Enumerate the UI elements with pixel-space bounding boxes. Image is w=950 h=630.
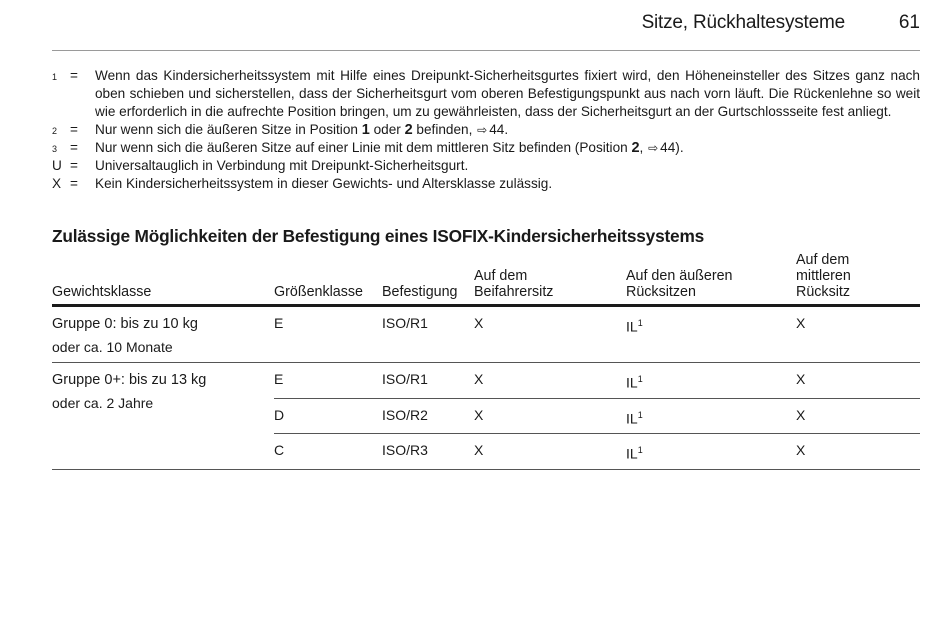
equals-sign: = xyxy=(70,158,78,173)
front-seat-cell: X xyxy=(474,398,626,434)
footnote-text: Nur wenn sich die äußeren Sitze auf einer Linie mit dem mittleren Sitz befinden (Position 2, ⇨ 44). xyxy=(95,140,684,156)
footnote-3 xyxy=(52,139,920,157)
weight-class-name: Gruppe 0: bis zu 10 kg xyxy=(52,316,198,332)
equals-sign: = xyxy=(70,122,78,137)
outer-rear-cell: $IL^1$ xyxy=(626,306,796,363)
footnote-1 xyxy=(52,67,920,121)
outer-rear-cell: $IL^1$ xyxy=(626,398,796,434)
page-number: 61 xyxy=(898,12,920,33)
column-header: Größenklasse xyxy=(274,252,382,306)
middle-rear-cell: X xyxy=(796,434,920,470)
weight-class-cell xyxy=(52,363,274,470)
weight-class-cell xyxy=(52,306,274,363)
footnote-text: Wenn das Kindersicherheitssystem mit Hilfe eines Dreipunkt-Sicherheitsgurtes fixiert wird, den Höheneinsteller des Sitzes ganz nach oben schieben und sicherstellen, dass der Sicherheitsgurt vom oberen Befestigungspunkt aus nach vorn läuft. Die Rückenlehne so weit wie erforderlich in die aufrechte Position bringen, um zu gewährleisten, dass der Sicherheitsgurt an der Gurtschlossseite fest anliegt. xyxy=(95,68,920,119)
legend-mark: U xyxy=(52,158,62,173)
legend-mark: X xyxy=(52,176,62,191)
weight-class-age: oder ca. 2 Jahre xyxy=(52,395,154,411)
footnote-ref: 1 xyxy=(637,409,643,420)
column-header: Gewichtsklasse xyxy=(52,252,274,306)
position-number: 1 xyxy=(361,122,370,138)
footnotes xyxy=(52,67,920,193)
outer-rear-cell: $IL^1$ xyxy=(626,363,796,399)
isofix-table xyxy=(52,252,920,470)
size-class-cell: C xyxy=(274,434,382,470)
fixture-cell: ISO/R3 xyxy=(382,434,474,470)
fixture-cell: ISO/R2 xyxy=(382,398,474,434)
legend-text: Kein Kindersicherheitssystem in dieser Gewichts- und Altersklasse zulässig. xyxy=(95,176,553,191)
footnote-mark: 2 xyxy=(52,126,58,136)
table-header-row xyxy=(52,252,920,306)
middle-rear-cell: X xyxy=(796,398,920,434)
footnote-ref: 1 xyxy=(637,318,643,328)
size-class-cell: E xyxy=(274,363,382,399)
column-header: Befestigung xyxy=(382,252,474,306)
outer-rear-cell: $IL^1$ xyxy=(626,434,796,470)
equals-sign: = xyxy=(70,176,78,191)
legend-text: Universaltauglich in Verbindung mit Dreipunkt-Sicherheitsgurt. xyxy=(95,158,469,173)
middle-rear-cell: X xyxy=(796,306,920,363)
position-number: 2 xyxy=(404,122,413,138)
front-seat-cell: X xyxy=(474,434,626,470)
column-header: Auf dem Beifahrersitz xyxy=(474,252,626,306)
page-reference[interactable]: 44). xyxy=(660,140,684,155)
weight-class-name: Gruppe 0+: bis zu 13 kg xyxy=(52,372,207,388)
page-reference-arrow-icon: ⇨ xyxy=(477,123,488,137)
footnote-ref: 1 xyxy=(637,374,643,384)
front-seat-cell: X xyxy=(474,306,626,363)
table-row xyxy=(52,306,920,363)
size-class-cell: E xyxy=(274,306,382,363)
footnote-2 xyxy=(52,121,920,139)
page-reference[interactable]: 44. xyxy=(489,122,509,137)
page-reference-arrow-icon: ⇨ xyxy=(648,141,659,155)
weight-class-age: oder ca. 10 Monate xyxy=(52,339,173,355)
front-seat-cell: X xyxy=(474,363,626,399)
footnote-text: Nur wenn sich die äußeren Sitze in Position 1 oder 2 befinden, ⇨ 44. xyxy=(95,122,509,138)
position-number: 2 xyxy=(631,140,640,156)
fixture-cell: ISO/R1 xyxy=(382,363,474,399)
table-row xyxy=(52,363,920,399)
footnote-mark: 1 xyxy=(52,72,58,82)
middle-rear-cell: X xyxy=(796,363,920,399)
table-heading: Zulässige Möglichkeiten der Befestigung eines ISOFIX-Kindersicherheitssystems xyxy=(52,226,705,246)
page-header xyxy=(52,8,920,51)
section-title: Sitze, Rückhaltesysteme xyxy=(641,12,845,33)
column-header: Auf dem mittleren Rücksitz xyxy=(796,252,920,306)
fixture-cell: ISO/R1 xyxy=(382,306,474,363)
size-class-cell: D xyxy=(274,398,382,434)
equals-sign: = xyxy=(70,68,78,83)
column-header: Auf den äußeren Rücksitzen xyxy=(626,252,796,306)
equals-sign: = xyxy=(70,140,78,155)
legend-u xyxy=(52,157,920,175)
footnote-ref: 1 xyxy=(637,445,643,456)
footnote-mark: 3 xyxy=(52,144,58,154)
legend-x xyxy=(52,175,920,193)
